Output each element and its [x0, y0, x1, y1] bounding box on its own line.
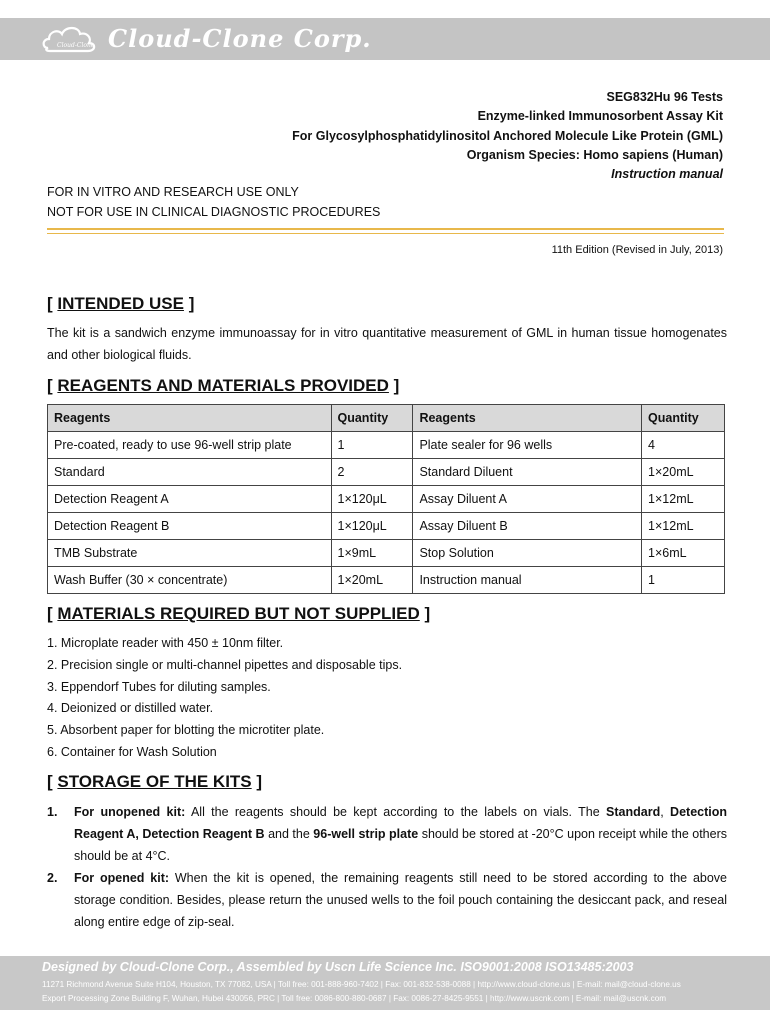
footer-address-cn: Export Processing Zone Building F, Wuhan, Hubei 430056, PRC | Toll free: 0086-800-880-0687 | Fax: 0086-27-8425-9551 | http://www.uscnk.com | E-mail: mail@uscnk.com: [42, 994, 667, 1003]
section-title-text: MATERIALS REQUIRED BUT NOT SUPPLIED: [57, 604, 420, 623]
table-cell: Plate sealer for 96 wells: [413, 432, 642, 459]
storage-emphasis: Detection Reagent A, Detection Reagent B: [74, 805, 727, 841]
storage-item-text: [74, 801, 727, 867]
storage-lead: For opened kit:: [74, 871, 170, 885]
table-cell: 1: [642, 567, 725, 594]
table-header-cell: Quantity: [642, 405, 725, 432]
table-row: [48, 432, 725, 459]
storage-text: and the: [264, 827, 314, 841]
footer-address-us: 11271 Richmond Avenue Suite H104, Houston, TX 77082, USA | Toll free: 001-888-960-7402 | Fax: 001-832-538-0088 | http://www.cloud-clone.us | E-mail: mail@cloud-clone.us: [42, 980, 681, 989]
table-header-row: [48, 405, 725, 432]
table-header-cell: Quantity: [331, 405, 413, 432]
table-cell: Wash Buffer (30 × concentrate): [48, 567, 332, 594]
footer-tagline: Designed by Cloud-Clone Corp., Assembled by Uscn Life Science Inc. ISO9001:2008 ISO13485:2003: [42, 960, 634, 974]
logo-text: Cloud-Clone: [57, 42, 95, 49]
storage-lead: For unopened kit:: [74, 805, 186, 819]
table-cell: 1×20mL: [331, 567, 413, 594]
table-cell: 4: [642, 432, 725, 459]
kit-type: Enzyme-linked Immunosorbent Assay Kit: [477, 109, 723, 124]
table-cell: Assay Diluent A: [413, 486, 642, 513]
table-row: [48, 459, 725, 486]
doc-type: Instruction manual: [611, 167, 723, 182]
use-notice: [47, 182, 380, 222]
storage-item-text: [74, 867, 727, 933]
list-number: 2.: [47, 871, 58, 885]
table-cell: Standard Diluent: [413, 459, 642, 486]
list-item: 5. Absorbent paper for blotting the microtiter plate.: [47, 723, 325, 738]
table-cell: 1×12mL: [642, 486, 725, 513]
table-cell: Stop Solution: [413, 540, 642, 567]
list-item: 6. Container for Wash Solution: [47, 744, 217, 759]
table-cell: 1×120μL: [331, 513, 413, 540]
table-cell: Detection Reagent B: [48, 513, 332, 540]
list-item: 1. Microplate reader with 450 ± 10nm filter.: [47, 636, 284, 650]
divider: [47, 228, 724, 230]
table-cell: 1×9mL: [331, 540, 413, 567]
storage-text: ,: [660, 805, 671, 819]
materials-list: [47, 633, 402, 764]
table-cell: 1×20mL: [642, 459, 725, 486]
table-cell: Assay Diluent B: [413, 513, 642, 540]
organism-species: Organism Species: Homo sapiens (Human): [466, 147, 723, 162]
table-cell: Standard: [48, 459, 332, 486]
list-number: 1.: [47, 805, 58, 819]
section-title-storage: [ STORAGE OF THE KITS ]: [47, 772, 263, 791]
table-cell: 1: [331, 432, 413, 459]
table-row: [48, 486, 725, 513]
brand-name: Cloud-Clone Corp.: [108, 24, 372, 53]
table-row: [48, 513, 725, 540]
list-item: 2. Precision single or multi-channel pipettes and disposable tips.: [47, 657, 403, 672]
table-header-cell: Reagents: [413, 405, 642, 432]
storage-text: All the reagents should be kept according to the labels on vials. The: [185, 805, 607, 819]
table-cell: 1×12mL: [642, 513, 725, 540]
use-notice-line1: FOR IN VITRO AND RESEARCH USE ONLY: [47, 185, 299, 199]
storage-item-opened: [47, 867, 727, 933]
table-cell: 1×6mL: [642, 540, 725, 567]
divider: [47, 233, 724, 234]
table-cell: 1×120μL: [331, 486, 413, 513]
table-cell: 2: [331, 459, 413, 486]
table-row: [48, 567, 725, 594]
section-title-text: STORAGE OF THE KITS: [57, 772, 252, 791]
use-notice-line2: NOT FOR USE IN CLINICAL DIAGNOSTIC PROCEDURES: [47, 205, 381, 219]
list-item: 4. Deionized or distilled water.: [47, 701, 214, 716]
section-title-text: REAGENTS AND MATERIALS PROVIDED: [57, 376, 389, 395]
table-cell: Detection Reagent A: [48, 486, 332, 513]
reagents-table: [47, 404, 725, 594]
storage-emphasis: Standard: [606, 805, 661, 819]
edition-info: 11th Edition (Revised in July, 2013): [551, 244, 723, 256]
kit-meta: [292, 88, 723, 184]
table-cell: TMB Substrate: [48, 540, 332, 567]
header-band: [0, 18, 770, 60]
table-cell: Instruction manual: [413, 567, 642, 594]
intended-use-text: The kit is a sandwich enzyme immunoassay for in vitro quantitative measurement of GML in human tissue homogenates and other biological fluids.: [47, 326, 727, 362]
catalog-number: SEG832Hu 96 Tests: [606, 90, 723, 104]
kit-target: For Glycosylphosphatidylinositol Anchored Molecule Like Protein (GML): [292, 128, 723, 143]
cloud-logo-icon: [40, 22, 100, 54]
storage-text: should be stored at -20°C upon receipt while the others should be at 4°C.: [74, 827, 727, 863]
section-title-reagents: [ REAGENTS AND MATERIALS PROVIDED ]: [47, 376, 400, 395]
section-title-materials-required: [ MATERIALS REQUIRED BUT NOT SUPPLIED ]: [47, 604, 431, 623]
section-title-text: INTENDED USE: [57, 294, 184, 313]
storage-text: When the kit is opened, the remaining reagents still need to be stored according to the above storage condition. Besides, please return the unused wells to the foil pouch containing the desiccant pack, and reseal along entire edge of zip-seal.: [74, 871, 728, 929]
storage-emphasis: 96-well strip plate: [313, 827, 419, 841]
table-row: [48, 540, 725, 567]
list-item: 3. Eppendorf Tubes for diluting samples.: [47, 679, 271, 694]
footer-band: [0, 956, 770, 1010]
section-title-intended-use: [ INTENDED USE ]: [47, 294, 195, 313]
table-cell: Pre-coated, ready to use 96-well strip plate: [48, 432, 332, 459]
storage-item-unopened: [47, 801, 727, 867]
table-header-cell: Reagents: [48, 405, 332, 432]
